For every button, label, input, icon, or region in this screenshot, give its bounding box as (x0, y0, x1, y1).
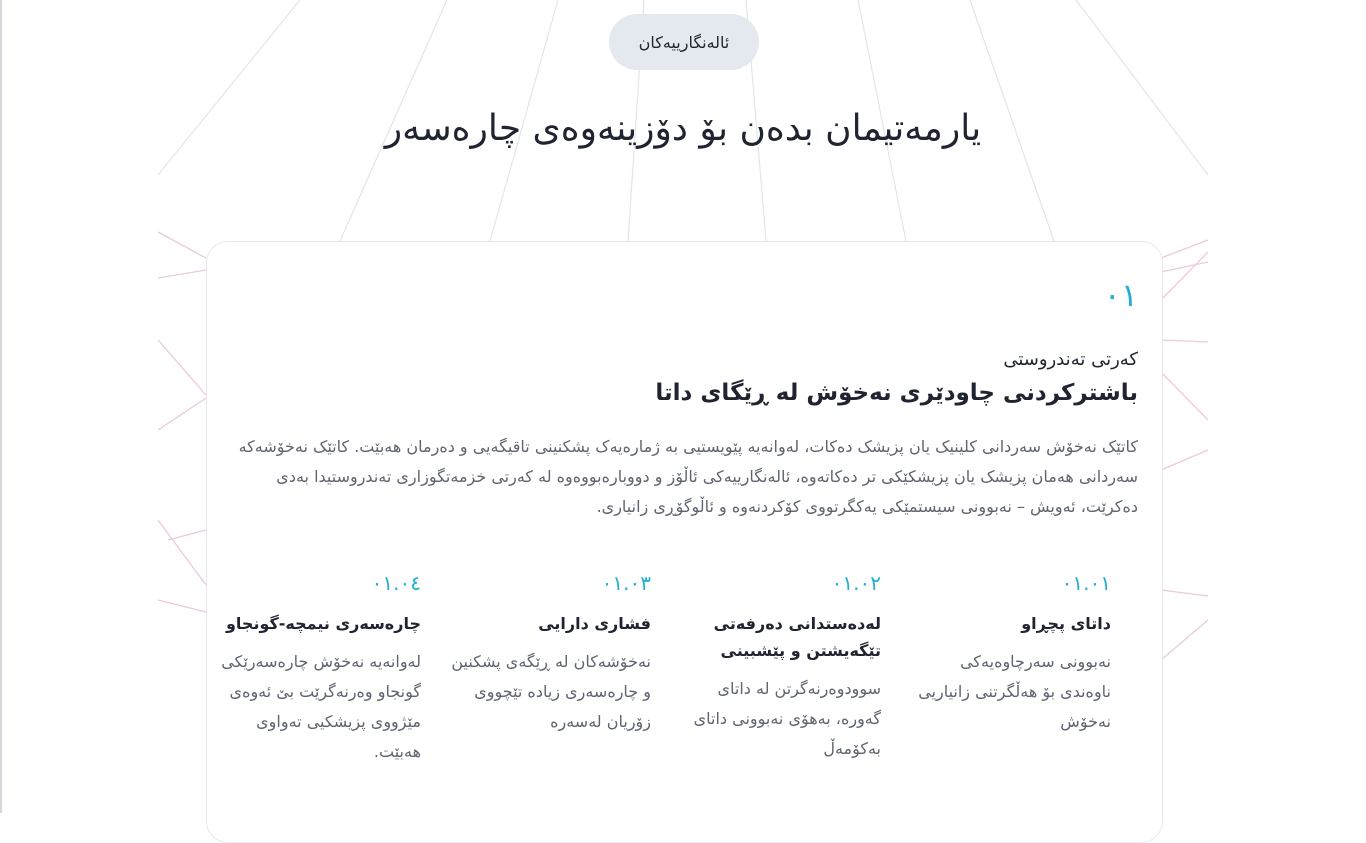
feature-text: نەخۆشەکان لە ڕێگەی پشکنین و چارەسەری زیادە تێچووی زۆریان لەسەرە (451, 652, 651, 731)
feature-item (451, 566, 651, 737)
card-category: کەرتی تەندروستی (1003, 349, 1138, 370)
feature-number: ٠١.٠٣ (601, 571, 651, 595)
page-title: یارمەتیمان بدەن بۆ دۆزینەوەی چارەسەر (384, 108, 982, 149)
feature-number: ٠١.٠٢ (831, 571, 881, 595)
card-title: باشترکردنی چاودێری نەخۆش لە ڕێگای داتا (655, 380, 1138, 406)
card-description: کاتێک نەخۆش سەردانی کلینیک یان پزیشک دەکات، لەوانەیە پێویستیی بە ژمارەیەک پشکنینی تاقیگەیی و دەرمان هەبێت. کاتێک نەخۆشەکە سەردانی هەمان پزیشک یان پزیشکێکی تر دەکاتەوە، ئالەنگارییەکی ئاڵۆز و دووبارەبووەوە لە کەرتی خزمەتگوزاری تەندروستیدا بەدی دەکرێت، ئەویش – نەبوونی سیستمێکی یەکگرتووی کۆکردنەوە و ئاڵوگۆڕی زانیاری. (238, 437, 1138, 516)
feature-title: داتای پچڕاو (1021, 614, 1111, 633)
feature-item (681, 566, 881, 764)
feature-title: چارەسەری نیمچە-گونجاو (225, 614, 421, 633)
feature-title: لەدەستدانی دەرفەتی تێگەیشتن و پێشبینی (713, 614, 881, 660)
feature-text: سوودوەرنەگرتن لە داتای گەورە، بەهۆی نەبوونی داتای بەکۆمەڵ (693, 679, 881, 758)
feature-number: ٠١.٠١ (1061, 571, 1111, 595)
card-number: ٠١ (1103, 276, 1138, 314)
challenge-card (206, 241, 1163, 843)
feature-text: نەبوونی سەرچاوەیەکی ناوەندی بۆ هەڵگرتنی زانیاریی نەخۆش (918, 652, 1111, 731)
challenges-tag[interactable] (609, 14, 759, 70)
feature-item (911, 566, 1111, 737)
feature-text: لەوانەیە نەخۆش چارەسەرێکی گونجاو وەرنەگرێت بێ ئەوەی مێژووی پزیشکیی تەواوی هەبێت. (221, 652, 421, 761)
feature-number: ٠١.٠٤ (371, 571, 421, 595)
feature-title: فشاری دارایی (538, 614, 651, 633)
challenges-tag-label: ئالەنگارییەکان (638, 32, 730, 52)
feature-item (221, 566, 421, 767)
